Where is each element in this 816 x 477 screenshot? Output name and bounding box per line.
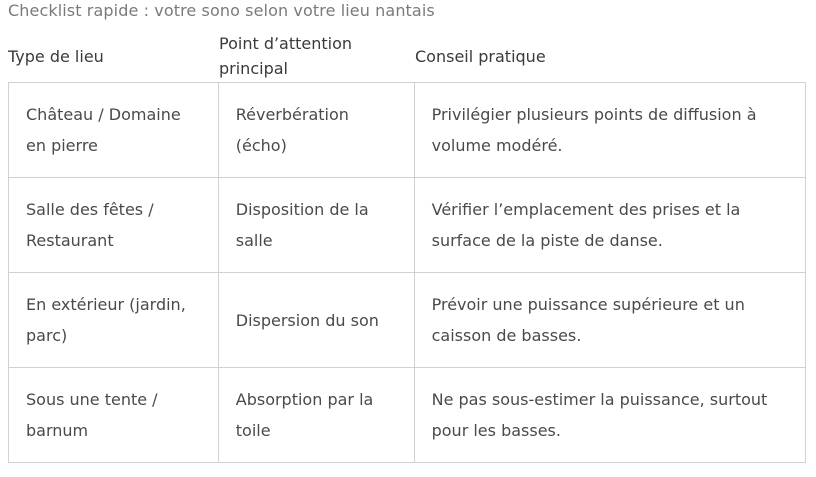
section-title: Checklist rapide : votre sono selon votre lieu nantais — [8, 1, 435, 20]
column-header-conseil-pratique: Conseil pratique — [415, 46, 546, 66]
cell-attention-point: Dispersion du son — [218, 273, 414, 368]
cell-practical-advice: Vérifier l’emplacement des prises et la surface de la piste de danse. — [414, 178, 805, 273]
cell-practical-advice: Ne pas sous-estimer la puissance, surtout pour les basses. — [414, 368, 805, 463]
column-header-point-attention: Point d’attention principal — [219, 34, 353, 78]
venue-checklist-table — [8, 82, 806, 463]
cell-venue-type: Salle des fêtes / Restaurant — [9, 178, 219, 273]
cell-practical-advice: Privilégier plusieurs points de diffusion à volume modéré. — [414, 83, 805, 178]
cell-venue-type: Château / Domaine en pierre — [9, 83, 219, 178]
cell-attention-point: Réverbération (écho) — [218, 83, 414, 178]
table-row — [9, 368, 806, 463]
table-row — [9, 83, 806, 178]
table-row — [9, 273, 806, 368]
table-row — [9, 178, 806, 273]
cell-attention-point: Absorption par la toile — [218, 368, 414, 463]
cell-venue-type: En extérieur (jardin, parc) — [9, 273, 219, 368]
cell-attention-point: Disposition de la salle — [218, 178, 414, 273]
cell-venue-type: Sous une tente / barnum — [9, 368, 219, 463]
column-header-type-de-lieu: Type de lieu — [8, 46, 104, 66]
cell-practical-advice: Prévoir une puissance supérieure et un caisson de basses. — [414, 273, 805, 368]
